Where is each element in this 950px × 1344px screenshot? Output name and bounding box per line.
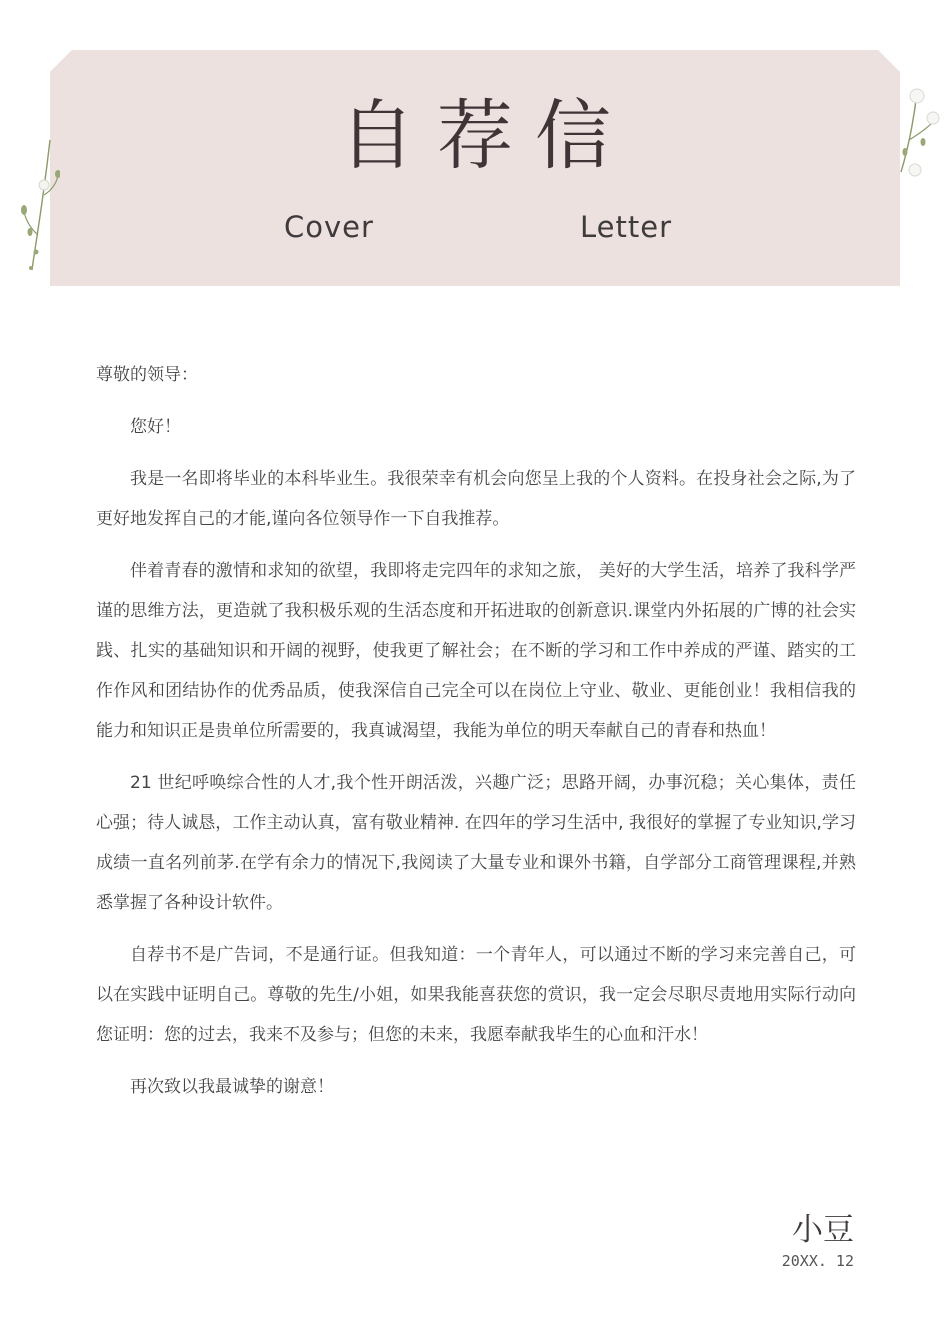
- paragraph-intro: 我是一名即将毕业的本科毕业生。我很荣幸有机会向您呈上我的个人资料。在投身社会之际,为了更好地发挥自己的才能,谨向各位领导作一下自我推荐。: [96, 469, 856, 529]
- subtitle-cover: Cover: [284, 210, 374, 244]
- header-banner: [50, 50, 900, 286]
- signature-date: 20XX. 12: [781, 1252, 854, 1270]
- page-title: 自荐信: [339, 91, 633, 180]
- flower-sprig-left-icon: [14, 140, 60, 275]
- signature-block: [782, 1210, 854, 1270]
- paragraph-personality: 21 世纪呼唤综合性的人才,我个性开朗活泼，兴趣广泛；思路开阔，办事沉稳；关心集体，责任心强；待人诚恳，工作主动认真，富有敬业精神. 在四年的学习生活中, 我很好的掌握了专业知识,学习成绩一直名列前茅.在学有余力的情况下,我阅读了大量专业和课外书籍，自学部分工商管理课程,并熟悉掌握了各种设计软件。: [96, 773, 856, 913]
- signature-name: 小豆: [792, 1212, 854, 1248]
- paragraph-greeting: 您好！: [130, 417, 181, 437]
- flower-sprig-right-icon: [893, 82, 948, 192]
- salutation: 尊敬的领导：: [96, 365, 198, 385]
- paragraph-thanks: 再次致以我最诚挚的谢意！: [130, 1077, 334, 1097]
- letter-body: [96, 355, 856, 1119]
- subtitle-letter: Letter: [580, 210, 672, 244]
- paragraph-commitment: 自荐书不是广告词，不是通行证。但我知道：一个青年人，可以通过不断的学习来完善自己，可以在实践中证明自己。尊敬的先生/小姐，如果我能喜获您的赏识，我一定会尽职尽责地用实际行动向您证明：您的过去，我来不及参与；但您的未来，我愿奉献我毕生的心血和汗水！: [96, 945, 856, 1045]
- paragraph-education: 伴着青春的激情和求知的欲望，我即将走完四年的求知之旅， 美好的大学生活，培养了我科学严谨的思维方法，更造就了我积极乐观的生活态度和开拓进取的创新意识.课堂内外拓展的广博的社会实践、扎实的基础知识和开阔的视野，使我更了解社会；在不断的学习和工作中养成的严谨、踏实的工作作风和团结协作的优秀品质，使我深信自己完全可以在岗位上守业、敬业、更能创业！我相信我的能力和知识正是贵单位所需要的，我真诚渴望，我能为单位的明天奉献自己的青春和热血！: [96, 561, 856, 741]
